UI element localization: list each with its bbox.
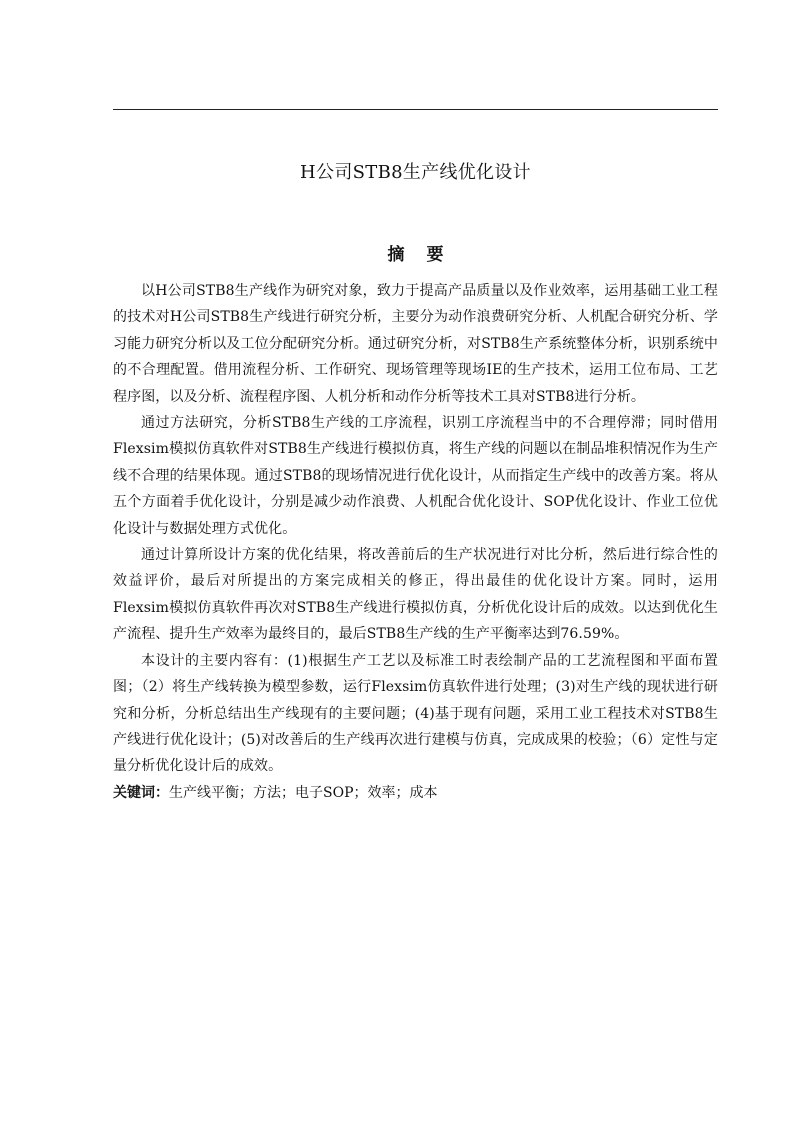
abstract-paragraph-2: 通过方法研究，分析STB8生产线的工序流程，识别工序流程当中的不合理停滞；同时借用Flexsim模拟仿真软件对STB8生产线进行模拟仿真，将生产线的问题以在制品堆积情况作为生产线不合理的结果体现。通过STB8的现场情况进行优化设计，从而指定生产线中的改善方案。将从五个方面着手优化设计，分别是减少动作浪费、人机配合优化设计、SOP优化设计、作业工位优化设计与数据处理方式优化。 <box>113 415 718 537</box>
document-title: H公司STB8生产线优化设计 <box>300 162 531 183</box>
abstract-heading <box>113 243 718 267</box>
keywords-line <box>113 780 718 806</box>
keywords-text: 生产线平衡；方法；电子SOP；效率；成本 <box>169 784 438 801</box>
keywords-label: 关键词： <box>113 784 169 801</box>
abstract-paragraph-4: 本设计的主要内容有：(1)根据生产工艺以及标准工时表绘制产品的工艺流程图和平面布置图；（2）将生产线转换为模型参数，运行Flexsim仿真软件进行处理；(3)对生产线的现状进行研究和分析，分析总结出生产线现有的主要问题；(4)基于现有问题，采用工业工程技术对STB8生产线进行优化设计；(5)对改善后的生产线再次进行建模与仿真，完成成果的校验；（6）定性与定量分析优化设计后的成效。 <box>113 652 718 775</box>
abstract-paragraph-1: 以H公司STB8生产线作为研究对象，致力于提高产品质量以及作业效率，运用基础工业工程的技术对H公司STB8生产线进行研究分析，主要分为动作浪费研究分析、人机配合研究分析、学习能力研究分析以及工位分配研究分析。通过研究分析，对STB8生产系统整体分析，识别系统中的不合理配置。借用流程分析、工作研究、现场管理等现场IE的生产技术，运用工位布局、工艺程序图，以及分析、流程程序图、人机分析和动作分析等技术工具对STB8进行分析。 <box>113 283 718 405</box>
abstract-heading-text: 摘要 <box>387 245 466 265</box>
header-rule <box>113 109 718 110</box>
abstract-paragraph-3: 通过计算所设计方案的优化结果，将改善前后的生产状况进行对比分析，然后进行综合性的效益评价，最后对所提出的方案完成相关的修正，得出最佳的优化设计方案。同时，运用Flexsim模拟仿真软件再次对STB8生产线进行模拟仿真，分析优化设计后的成效。以达到优化生产流程、提升生产效率为最终目的，最后STB8生产线的生产平衡率达到76.59%。 <box>113 547 718 643</box>
abstract-body <box>113 278 718 806</box>
